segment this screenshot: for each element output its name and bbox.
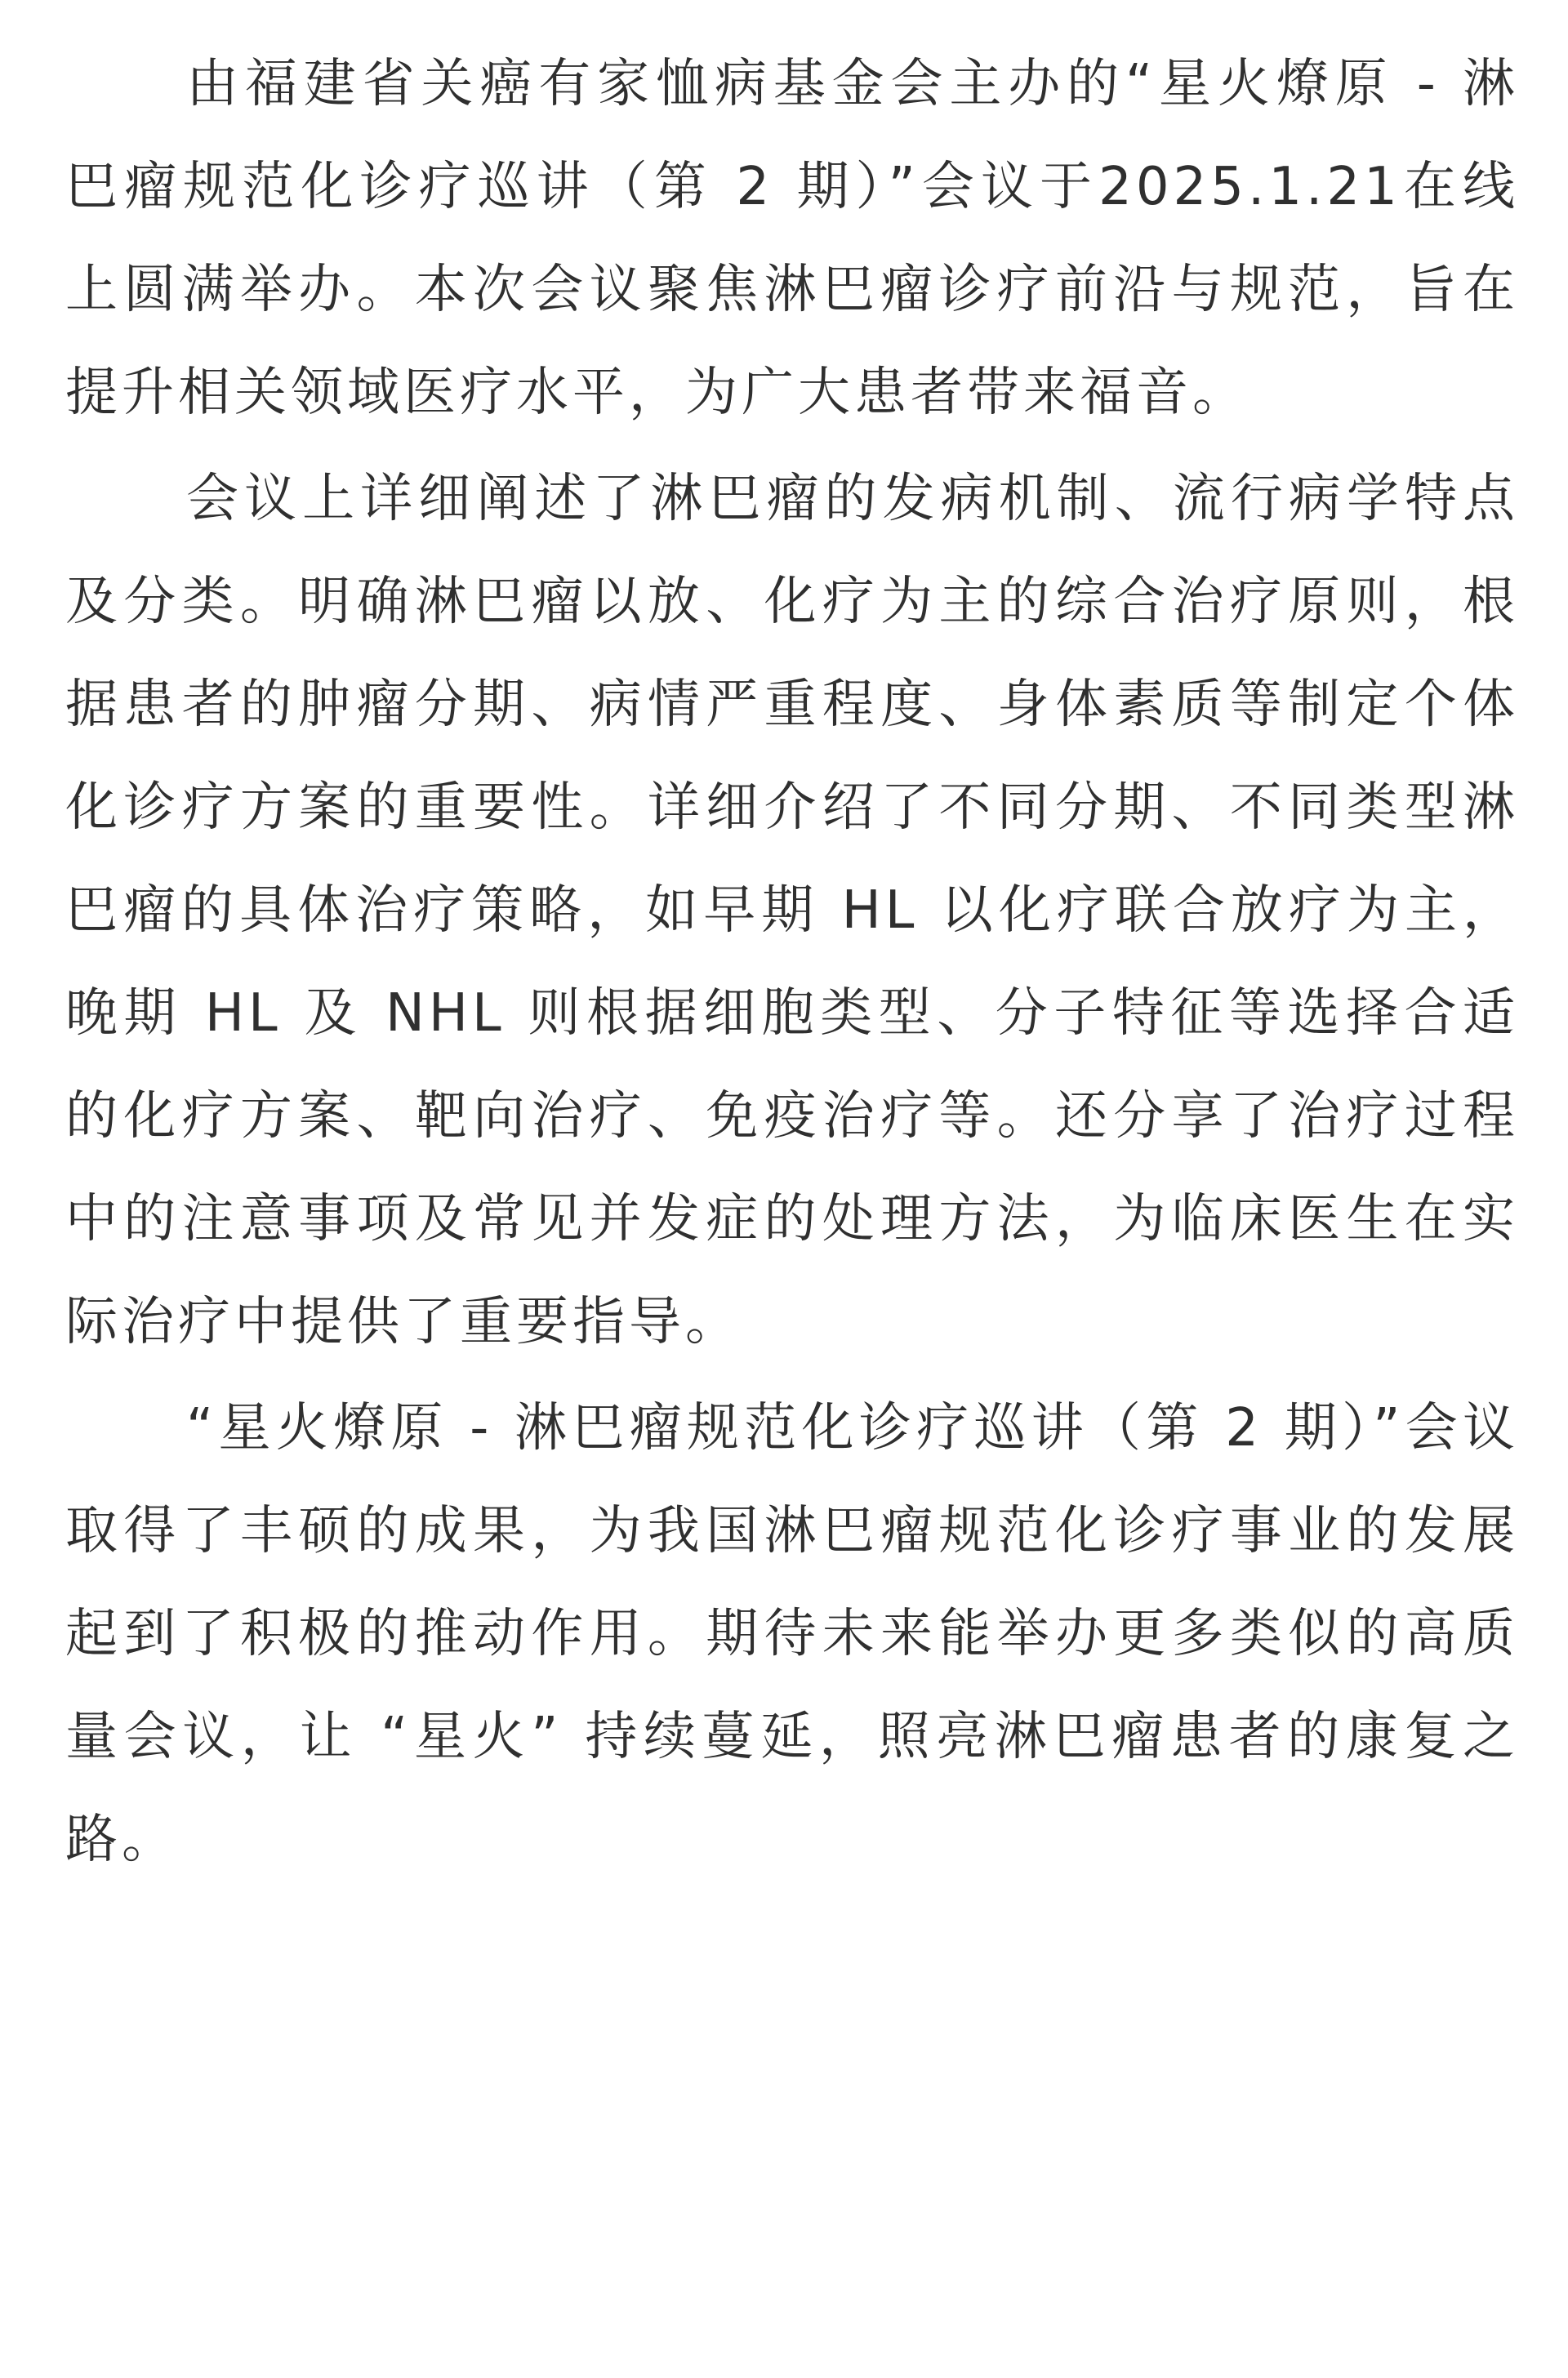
article-body [65,33,1519,1895]
paragraph-content: 会议上详细阐述了淋巴瘤的发病机制、流行病学特点及分类。明确淋巴瘤以放、化疗为主的综合治疗原则，根据患者的肿瘤分期、病情严重程度、身体素质等制定个体化诊疗方案的重要性。详细介绍了不同分期、不同类型淋巴瘤的具体治疗策略，如早期 HL 以化疗联合放疗为主，晚期 HL 及 NHL 则根据细胞类型、分子特征等选择合适的化疗方案、靶向治疗、免疫治疗等。还分享了治疗过程中的注意事项及常见并发症的处理方法，为临床医生在实际治疗中提供了重要指导。 [65,469,1519,1352]
paragraph-intro: 由福建省关癌有家恤病基金会主办的“星火燎原 - 淋巴瘤规范化诊疗巡讲（第 2 期）”会议于2025.1.21在线上圆满举办。本次会议聚焦淋巴瘤诊疗前沿与规范，旨在提升相关领域医疗水平，为广大患者带来福音。 [65,54,1519,423]
paragraph-conclusion: “星火燎原 - 淋巴瘤规范化诊疗巡讲（第 2 期）”会议取得了丰硕的成果，为我国淋巴瘤规范化诊疗事业的发展起到了积极的推动作用。期待未来能举办更多类似的高质量会议，让 “星火” 持续蔓延，照亮淋巴瘤患者的康复之路。 [65,1398,1519,1870]
